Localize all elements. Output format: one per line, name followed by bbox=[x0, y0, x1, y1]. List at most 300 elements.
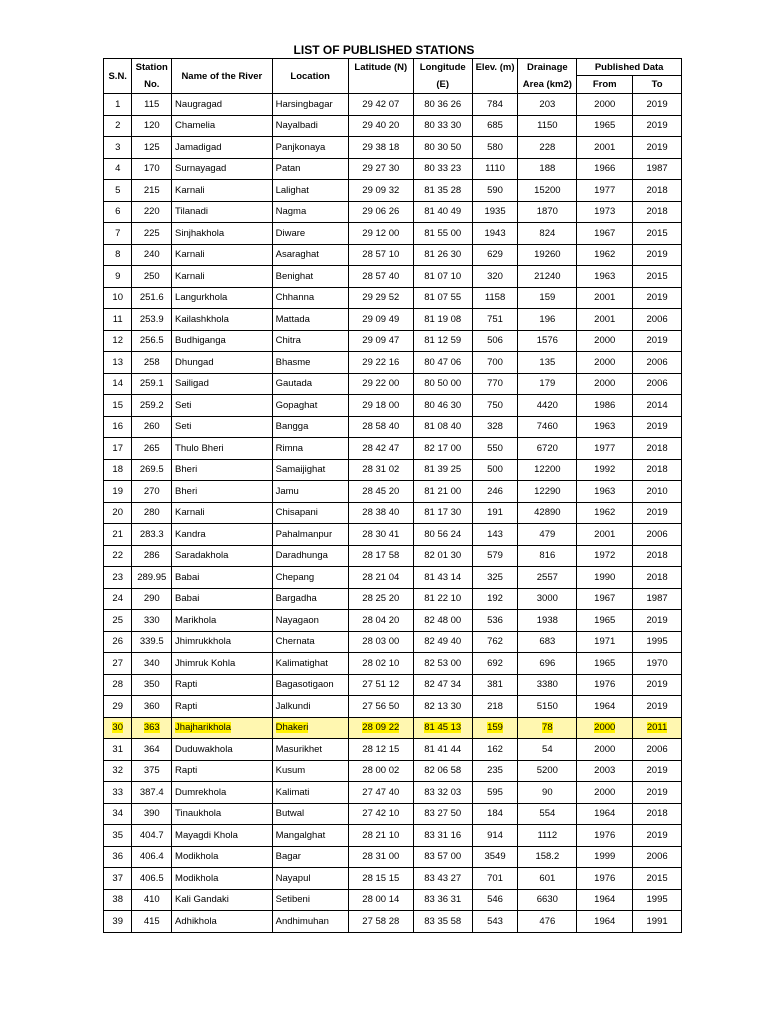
cell-location: Nayalbadi bbox=[272, 115, 348, 137]
cell-river-name: Budhiganga bbox=[172, 330, 273, 352]
cell-sn: 6 bbox=[104, 201, 132, 223]
cell-latitude: 27 47 40 bbox=[348, 782, 413, 804]
cell-latitude: 28 03 00 bbox=[348, 631, 413, 653]
cell-published-from: 1962 bbox=[577, 244, 633, 266]
cell-station-no: 340 bbox=[132, 653, 172, 675]
cell-river-name: Jhimrukkhola bbox=[172, 631, 273, 653]
cell-station-no: 265 bbox=[132, 438, 172, 460]
table-row bbox=[104, 481, 682, 503]
cell-station-no: 415 bbox=[132, 911, 172, 933]
cell-published-from: 1972 bbox=[577, 545, 633, 567]
cell-station-no: 286 bbox=[132, 545, 172, 567]
cell-station-no: 125 bbox=[132, 137, 172, 159]
cell-elevation: 162 bbox=[472, 739, 518, 761]
cell-location: Bangga bbox=[272, 416, 348, 438]
cell-sn: 20 bbox=[104, 502, 132, 524]
table-row bbox=[104, 653, 682, 675]
cell-latitude: 28 02 10 bbox=[348, 653, 413, 675]
cell-latitude: 29 09 47 bbox=[348, 330, 413, 352]
table-row bbox=[104, 180, 682, 202]
cell-location: Nayagaon bbox=[272, 610, 348, 632]
cell-location: Chisapani bbox=[272, 502, 348, 524]
cell-latitude: 29 12 00 bbox=[348, 223, 413, 245]
cell-published-to: 2019 bbox=[633, 330, 682, 352]
cell-longitude: 82 48 00 bbox=[413, 610, 472, 632]
cell-longitude: 80 56 24 bbox=[413, 524, 472, 546]
cell-elevation: 1158 bbox=[472, 287, 518, 309]
cell-location: Panjkonaya bbox=[272, 137, 348, 159]
cell-published-from: 1962 bbox=[577, 502, 633, 524]
cell-sn: 23 bbox=[104, 567, 132, 589]
cell-river-name: Babai bbox=[172, 567, 273, 589]
cell-published-to: 2018 bbox=[633, 545, 682, 567]
cell-published-from: 1967 bbox=[577, 223, 633, 245]
cell-longitude: 81 55 00 bbox=[413, 223, 472, 245]
cell-published-to: 2006 bbox=[633, 739, 682, 761]
cell-published-to: 2019 bbox=[633, 137, 682, 159]
cell-published-from: 1990 bbox=[577, 567, 633, 589]
cell-elevation: 235 bbox=[472, 760, 518, 782]
cell-station-no: 390 bbox=[132, 803, 172, 825]
cell-longitude: 80 47 06 bbox=[413, 352, 472, 374]
cell-elevation: 1943 bbox=[472, 223, 518, 245]
cell-elevation: 580 bbox=[472, 137, 518, 159]
cell-station-no: 259.1 bbox=[132, 373, 172, 395]
cell-latitude: 29 22 00 bbox=[348, 373, 413, 395]
cell-station-no: 364 bbox=[132, 739, 172, 761]
cell-published-from: 1965 bbox=[577, 115, 633, 137]
table-row bbox=[104, 868, 682, 890]
cell-latitude: 27 58 28 bbox=[348, 911, 413, 933]
cell-sn: 10 bbox=[104, 287, 132, 309]
cell-longitude: 83 32 03 bbox=[413, 782, 472, 804]
cell-latitude: 29 09 49 bbox=[348, 309, 413, 331]
cell-sn: 13 bbox=[104, 352, 132, 374]
cell-longitude: 81 39 25 bbox=[413, 459, 472, 481]
cell-river-name: Babai bbox=[172, 588, 273, 610]
cell-river-name: Karnali bbox=[172, 266, 273, 288]
cell-drainage-area: 4420 bbox=[518, 395, 577, 417]
cell-longitude: 80 33 23 bbox=[413, 158, 472, 180]
cell-longitude: 81 08 40 bbox=[413, 416, 472, 438]
header-from: From bbox=[577, 76, 633, 94]
cell-longitude: 82 13 30 bbox=[413, 696, 472, 718]
cell-published-to: 2014 bbox=[633, 395, 682, 417]
cell-location: Kusum bbox=[272, 760, 348, 782]
cell-station-no: 363 bbox=[132, 717, 172, 739]
cell-drainage-area: 203 bbox=[518, 94, 577, 116]
cell-drainage-area: 1112 bbox=[518, 825, 577, 847]
cell-drainage-area: 54 bbox=[518, 739, 577, 761]
cell-location: Kalimati bbox=[272, 782, 348, 804]
cell-location: Benighat bbox=[272, 266, 348, 288]
cell-station-no: 404.7 bbox=[132, 825, 172, 847]
table-row bbox=[104, 158, 682, 180]
cell-published-to: 1987 bbox=[633, 588, 682, 610]
cell-published-to: 2015 bbox=[633, 223, 682, 245]
cell-station-no: 256.5 bbox=[132, 330, 172, 352]
cell-longitude: 81 26 30 bbox=[413, 244, 472, 266]
cell-published-from: 1992 bbox=[577, 459, 633, 481]
table-row bbox=[104, 524, 682, 546]
cell-location: Daradhunga bbox=[272, 545, 348, 567]
cell-published-to: 2015 bbox=[633, 868, 682, 890]
cell-sn: 18 bbox=[104, 459, 132, 481]
table-row bbox=[104, 115, 682, 137]
cell-station-no: 225 bbox=[132, 223, 172, 245]
cell-longitude: 81 19 08 bbox=[413, 309, 472, 331]
cell-published-from: 2003 bbox=[577, 760, 633, 782]
cell-latitude: 28 31 00 bbox=[348, 846, 413, 868]
cell-published-from: 1976 bbox=[577, 674, 633, 696]
cell-river-name: Kandra bbox=[172, 524, 273, 546]
cell-longitude: 81 43 14 bbox=[413, 567, 472, 589]
cell-published-from: 1963 bbox=[577, 481, 633, 503]
cell-sn: 31 bbox=[104, 739, 132, 761]
cell-published-to: 2010 bbox=[633, 481, 682, 503]
header-latitude: Latitude (N) bbox=[348, 59, 413, 76]
cell-latitude: 29 09 32 bbox=[348, 180, 413, 202]
table-row bbox=[104, 266, 682, 288]
cell-drainage-area: 6720 bbox=[518, 438, 577, 460]
cell-longitude: 83 57 00 bbox=[413, 846, 472, 868]
stations-table bbox=[103, 58, 682, 933]
cell-location: Kalimatighat bbox=[272, 653, 348, 675]
header-longitude-bottom: (E) bbox=[413, 76, 472, 94]
cell-drainage-area: 228 bbox=[518, 137, 577, 159]
cell-river-name: Marikhola bbox=[172, 610, 273, 632]
cell-latitude: 27 42 10 bbox=[348, 803, 413, 825]
cell-station-no: 339.5 bbox=[132, 631, 172, 653]
table-row bbox=[104, 846, 682, 868]
cell-river-name: Jhimruk Kohla bbox=[172, 653, 273, 675]
cell-river-name: Kailashkhola bbox=[172, 309, 273, 331]
table-row bbox=[104, 825, 682, 847]
cell-latitude: 28 31 02 bbox=[348, 459, 413, 481]
cell-station-no: 375 bbox=[132, 760, 172, 782]
cell-location: Masurikhet bbox=[272, 739, 348, 761]
cell-station-no: 360 bbox=[132, 696, 172, 718]
cell-published-to: 2019 bbox=[633, 674, 682, 696]
cell-station-no: 259.2 bbox=[132, 395, 172, 417]
cell-sn: 24 bbox=[104, 588, 132, 610]
cell-station-no: 406.5 bbox=[132, 868, 172, 890]
cell-location: Patan bbox=[272, 158, 348, 180]
cell-published-to: 2006 bbox=[633, 373, 682, 395]
table-row bbox=[104, 782, 682, 804]
cell-latitude: 28 00 02 bbox=[348, 760, 413, 782]
cell-station-no: 283.3 bbox=[132, 524, 172, 546]
cell-sn: 26 bbox=[104, 631, 132, 653]
cell-location: Harsingbagar bbox=[272, 94, 348, 116]
cell-location: Gopaghat bbox=[272, 395, 348, 417]
cell-published-from: 1966 bbox=[577, 158, 633, 180]
cell-longitude: 81 12 59 bbox=[413, 330, 472, 352]
cell-river-name: Duduwakhola bbox=[172, 739, 273, 761]
cell-drainage-area: 1938 bbox=[518, 610, 577, 632]
cell-elevation: 328 bbox=[472, 416, 518, 438]
cell-river-name: Chamelia bbox=[172, 115, 273, 137]
header-latitude-blank bbox=[348, 76, 413, 94]
cell-sn: 29 bbox=[104, 696, 132, 718]
cell-drainage-area: 6630 bbox=[518, 889, 577, 911]
cell-latitude: 28 42 47 bbox=[348, 438, 413, 460]
table-row bbox=[104, 588, 682, 610]
cell-location: Chernata bbox=[272, 631, 348, 653]
cell-published-to: 2018 bbox=[633, 803, 682, 825]
table-row bbox=[104, 803, 682, 825]
cell-drainage-area: 159 bbox=[518, 287, 577, 309]
cell-station-no: 330 bbox=[132, 610, 172, 632]
cell-published-from: 1973 bbox=[577, 201, 633, 223]
cell-drainage-area: 1150 bbox=[518, 115, 577, 137]
table-row bbox=[104, 610, 682, 632]
cell-river-name: Karnali bbox=[172, 502, 273, 524]
cell-drainage-area: 42890 bbox=[518, 502, 577, 524]
cell-elevation: 3549 bbox=[472, 846, 518, 868]
cell-elevation: 700 bbox=[472, 352, 518, 374]
cell-latitude: 28 00 14 bbox=[348, 889, 413, 911]
cell-drainage-area: 1870 bbox=[518, 201, 577, 223]
cell-elevation: 685 bbox=[472, 115, 518, 137]
cell-drainage-area: 476 bbox=[518, 911, 577, 933]
cell-published-to: 2019 bbox=[633, 782, 682, 804]
cell-elevation: 784 bbox=[472, 94, 518, 116]
cell-published-from: 2001 bbox=[577, 137, 633, 159]
cell-sn: 19 bbox=[104, 481, 132, 503]
cell-longitude: 81 17 30 bbox=[413, 502, 472, 524]
cell-sn: 12 bbox=[104, 330, 132, 352]
cell-latitude: 29 38 18 bbox=[348, 137, 413, 159]
cell-published-from: 1963 bbox=[577, 266, 633, 288]
cell-station-no: 290 bbox=[132, 588, 172, 610]
cell-longitude: 81 07 10 bbox=[413, 266, 472, 288]
cell-longitude: 81 35 28 bbox=[413, 180, 472, 202]
cell-latitude: 29 18 00 bbox=[348, 395, 413, 417]
cell-latitude: 29 42 07 bbox=[348, 94, 413, 116]
cell-sn: 21 bbox=[104, 524, 132, 546]
cell-published-to: 2018 bbox=[633, 180, 682, 202]
cell-latitude: 28 57 40 bbox=[348, 266, 413, 288]
cell-location: Lalighat bbox=[272, 180, 348, 202]
cell-station-no: 220 bbox=[132, 201, 172, 223]
cell-drainage-area: 19260 bbox=[518, 244, 577, 266]
cell-longitude: 81 21 00 bbox=[413, 481, 472, 503]
cell-published-to: 1970 bbox=[633, 653, 682, 675]
cell-published-from: 2000 bbox=[577, 717, 633, 739]
cell-drainage-area: 683 bbox=[518, 631, 577, 653]
cell-longitude: 82 53 00 bbox=[413, 653, 472, 675]
table-row bbox=[104, 287, 682, 309]
cell-elevation: 692 bbox=[472, 653, 518, 675]
cell-published-to: 2019 bbox=[633, 610, 682, 632]
cell-drainage-area: 12200 bbox=[518, 459, 577, 481]
cell-drainage-area: 179 bbox=[518, 373, 577, 395]
cell-drainage-area: 15200 bbox=[518, 180, 577, 202]
cell-elevation: 914 bbox=[472, 825, 518, 847]
cell-location: Jamu bbox=[272, 481, 348, 503]
cell-longitude: 80 36 26 bbox=[413, 94, 472, 116]
cell-elevation: 751 bbox=[472, 309, 518, 331]
cell-published-from: 1964 bbox=[577, 889, 633, 911]
cell-elevation: 1110 bbox=[472, 158, 518, 180]
cell-sn: 9 bbox=[104, 266, 132, 288]
cell-longitude: 81 41 44 bbox=[413, 739, 472, 761]
table-row bbox=[104, 674, 682, 696]
cell-published-to: 2015 bbox=[633, 266, 682, 288]
cell-published-to: 2019 bbox=[633, 287, 682, 309]
cell-elevation: 218 bbox=[472, 696, 518, 718]
cell-latitude: 28 30 41 bbox=[348, 524, 413, 546]
cell-published-to: 2018 bbox=[633, 201, 682, 223]
cell-station-no: 269.5 bbox=[132, 459, 172, 481]
cell-elevation: 701 bbox=[472, 868, 518, 890]
cell-published-to: 2019 bbox=[633, 502, 682, 524]
cell-drainage-area: 479 bbox=[518, 524, 577, 546]
cell-location: Pahalmanpur bbox=[272, 524, 348, 546]
cell-elevation: 590 bbox=[472, 180, 518, 202]
cell-published-from: 1965 bbox=[577, 610, 633, 632]
cell-river-name: Modikhola bbox=[172, 846, 273, 868]
cell-published-to: 2018 bbox=[633, 459, 682, 481]
cell-river-name: Saradakhola bbox=[172, 545, 273, 567]
cell-published-to: 2006 bbox=[633, 524, 682, 546]
cell-drainage-area: 12290 bbox=[518, 481, 577, 503]
cell-elevation: 500 bbox=[472, 459, 518, 481]
cell-river-name: Rapti bbox=[172, 674, 273, 696]
cell-location: Setibeni bbox=[272, 889, 348, 911]
cell-river-name: Thulo Bheri bbox=[172, 438, 273, 460]
cell-drainage-area: 78 bbox=[518, 717, 577, 739]
cell-longitude: 81 07 55 bbox=[413, 287, 472, 309]
cell-station-no: 410 bbox=[132, 889, 172, 911]
cell-drainage-area: 196 bbox=[518, 309, 577, 331]
cell-published-to: 2019 bbox=[633, 696, 682, 718]
cell-sn: 27 bbox=[104, 653, 132, 675]
table-row bbox=[104, 631, 682, 653]
cell-location: Asaraghat bbox=[272, 244, 348, 266]
cell-location: Chhanna bbox=[272, 287, 348, 309]
cell-river-name: Rapti bbox=[172, 760, 273, 782]
cell-elevation: 579 bbox=[472, 545, 518, 567]
cell-longitude: 82 49 40 bbox=[413, 631, 472, 653]
cell-river-name: Bheri bbox=[172, 459, 273, 481]
cell-river-name: Dumrekhola bbox=[172, 782, 273, 804]
cell-drainage-area: 90 bbox=[518, 782, 577, 804]
cell-river-name: Surnayagad bbox=[172, 158, 273, 180]
cell-published-from: 1977 bbox=[577, 180, 633, 202]
cell-station-no: 260 bbox=[132, 416, 172, 438]
cell-elevation: 184 bbox=[472, 803, 518, 825]
cell-longitude: 83 31 16 bbox=[413, 825, 472, 847]
cell-drainage-area: 3380 bbox=[518, 674, 577, 696]
cell-river-name: Tilanadi bbox=[172, 201, 273, 223]
cell-drainage-area: 5200 bbox=[518, 760, 577, 782]
cell-published-to: 1991 bbox=[633, 911, 682, 933]
cell-location: Butwal bbox=[272, 803, 348, 825]
cell-sn: 35 bbox=[104, 825, 132, 847]
cell-published-to: 2019 bbox=[633, 825, 682, 847]
cell-published-from: 2000 bbox=[577, 352, 633, 374]
cell-elevation: 246 bbox=[472, 481, 518, 503]
cell-elevation: 629 bbox=[472, 244, 518, 266]
cell-longitude: 81 45 13 bbox=[413, 717, 472, 739]
cell-elevation: 143 bbox=[472, 524, 518, 546]
table-row bbox=[104, 438, 682, 460]
cell-published-from: 1976 bbox=[577, 868, 633, 890]
table-row bbox=[104, 545, 682, 567]
table-row bbox=[104, 395, 682, 417]
cell-published-from: 1964 bbox=[577, 911, 633, 933]
cell-river-name: Langurkhola bbox=[172, 287, 273, 309]
cell-longitude: 80 46 30 bbox=[413, 395, 472, 417]
cell-location: Gautada bbox=[272, 373, 348, 395]
table-row bbox=[104, 244, 682, 266]
cell-latitude: 29 06 26 bbox=[348, 201, 413, 223]
cell-sn: 38 bbox=[104, 889, 132, 911]
cell-elevation: 320 bbox=[472, 266, 518, 288]
cell-elevation: 159 bbox=[472, 717, 518, 739]
cell-published-from: 1977 bbox=[577, 438, 633, 460]
table-row bbox=[104, 373, 682, 395]
table-row bbox=[104, 223, 682, 245]
cell-sn: 33 bbox=[104, 782, 132, 804]
cell-location: Jalkundi bbox=[272, 696, 348, 718]
cell-longitude: 82 47 34 bbox=[413, 674, 472, 696]
cell-location: Samaijighat bbox=[272, 459, 348, 481]
cell-drainage-area: 601 bbox=[518, 868, 577, 890]
cell-latitude: 28 17 58 bbox=[348, 545, 413, 567]
cell-published-from: 2001 bbox=[577, 524, 633, 546]
cell-latitude: 27 51 12 bbox=[348, 674, 413, 696]
cell-published-to: 2006 bbox=[633, 846, 682, 868]
cell-river-name: Seti bbox=[172, 416, 273, 438]
cell-published-to: 2019 bbox=[633, 115, 682, 137]
cell-location: Nayapul bbox=[272, 868, 348, 890]
cell-sn: 25 bbox=[104, 610, 132, 632]
cell-elevation: 543 bbox=[472, 911, 518, 933]
cell-longitude: 83 35 58 bbox=[413, 911, 472, 933]
cell-sn: 22 bbox=[104, 545, 132, 567]
cell-station-no: 406.4 bbox=[132, 846, 172, 868]
cell-station-no: 270 bbox=[132, 481, 172, 503]
cell-river-name: Mayagdi Khola bbox=[172, 825, 273, 847]
table-row bbox=[104, 739, 682, 761]
cell-sn: 28 bbox=[104, 674, 132, 696]
cell-published-to: 1995 bbox=[633, 631, 682, 653]
header-river: Name of the River bbox=[172, 59, 273, 94]
header-elev-blank bbox=[472, 76, 518, 94]
cell-station-no: 387.4 bbox=[132, 782, 172, 804]
header-drainage-top: Drainage bbox=[518, 59, 577, 76]
cell-river-name: Tinaukhola bbox=[172, 803, 273, 825]
cell-river-name: Adhikhola bbox=[172, 911, 273, 933]
table-row bbox=[104, 94, 682, 116]
cell-location: Bagar bbox=[272, 846, 348, 868]
cell-location: Nagma bbox=[272, 201, 348, 223]
cell-location: Bagasotigaon bbox=[272, 674, 348, 696]
cell-elevation: 762 bbox=[472, 631, 518, 653]
cell-latitude: 28 45 20 bbox=[348, 481, 413, 503]
cell-river-name: Karnali bbox=[172, 180, 273, 202]
cell-published-from: 2000 bbox=[577, 782, 633, 804]
cell-published-from: 2001 bbox=[577, 309, 633, 331]
cell-drainage-area: 21240 bbox=[518, 266, 577, 288]
cell-published-to: 2006 bbox=[633, 309, 682, 331]
cell-elevation: 536 bbox=[472, 610, 518, 632]
cell-latitude: 28 38 40 bbox=[348, 502, 413, 524]
cell-river-name: Sinjhakhola bbox=[172, 223, 273, 245]
